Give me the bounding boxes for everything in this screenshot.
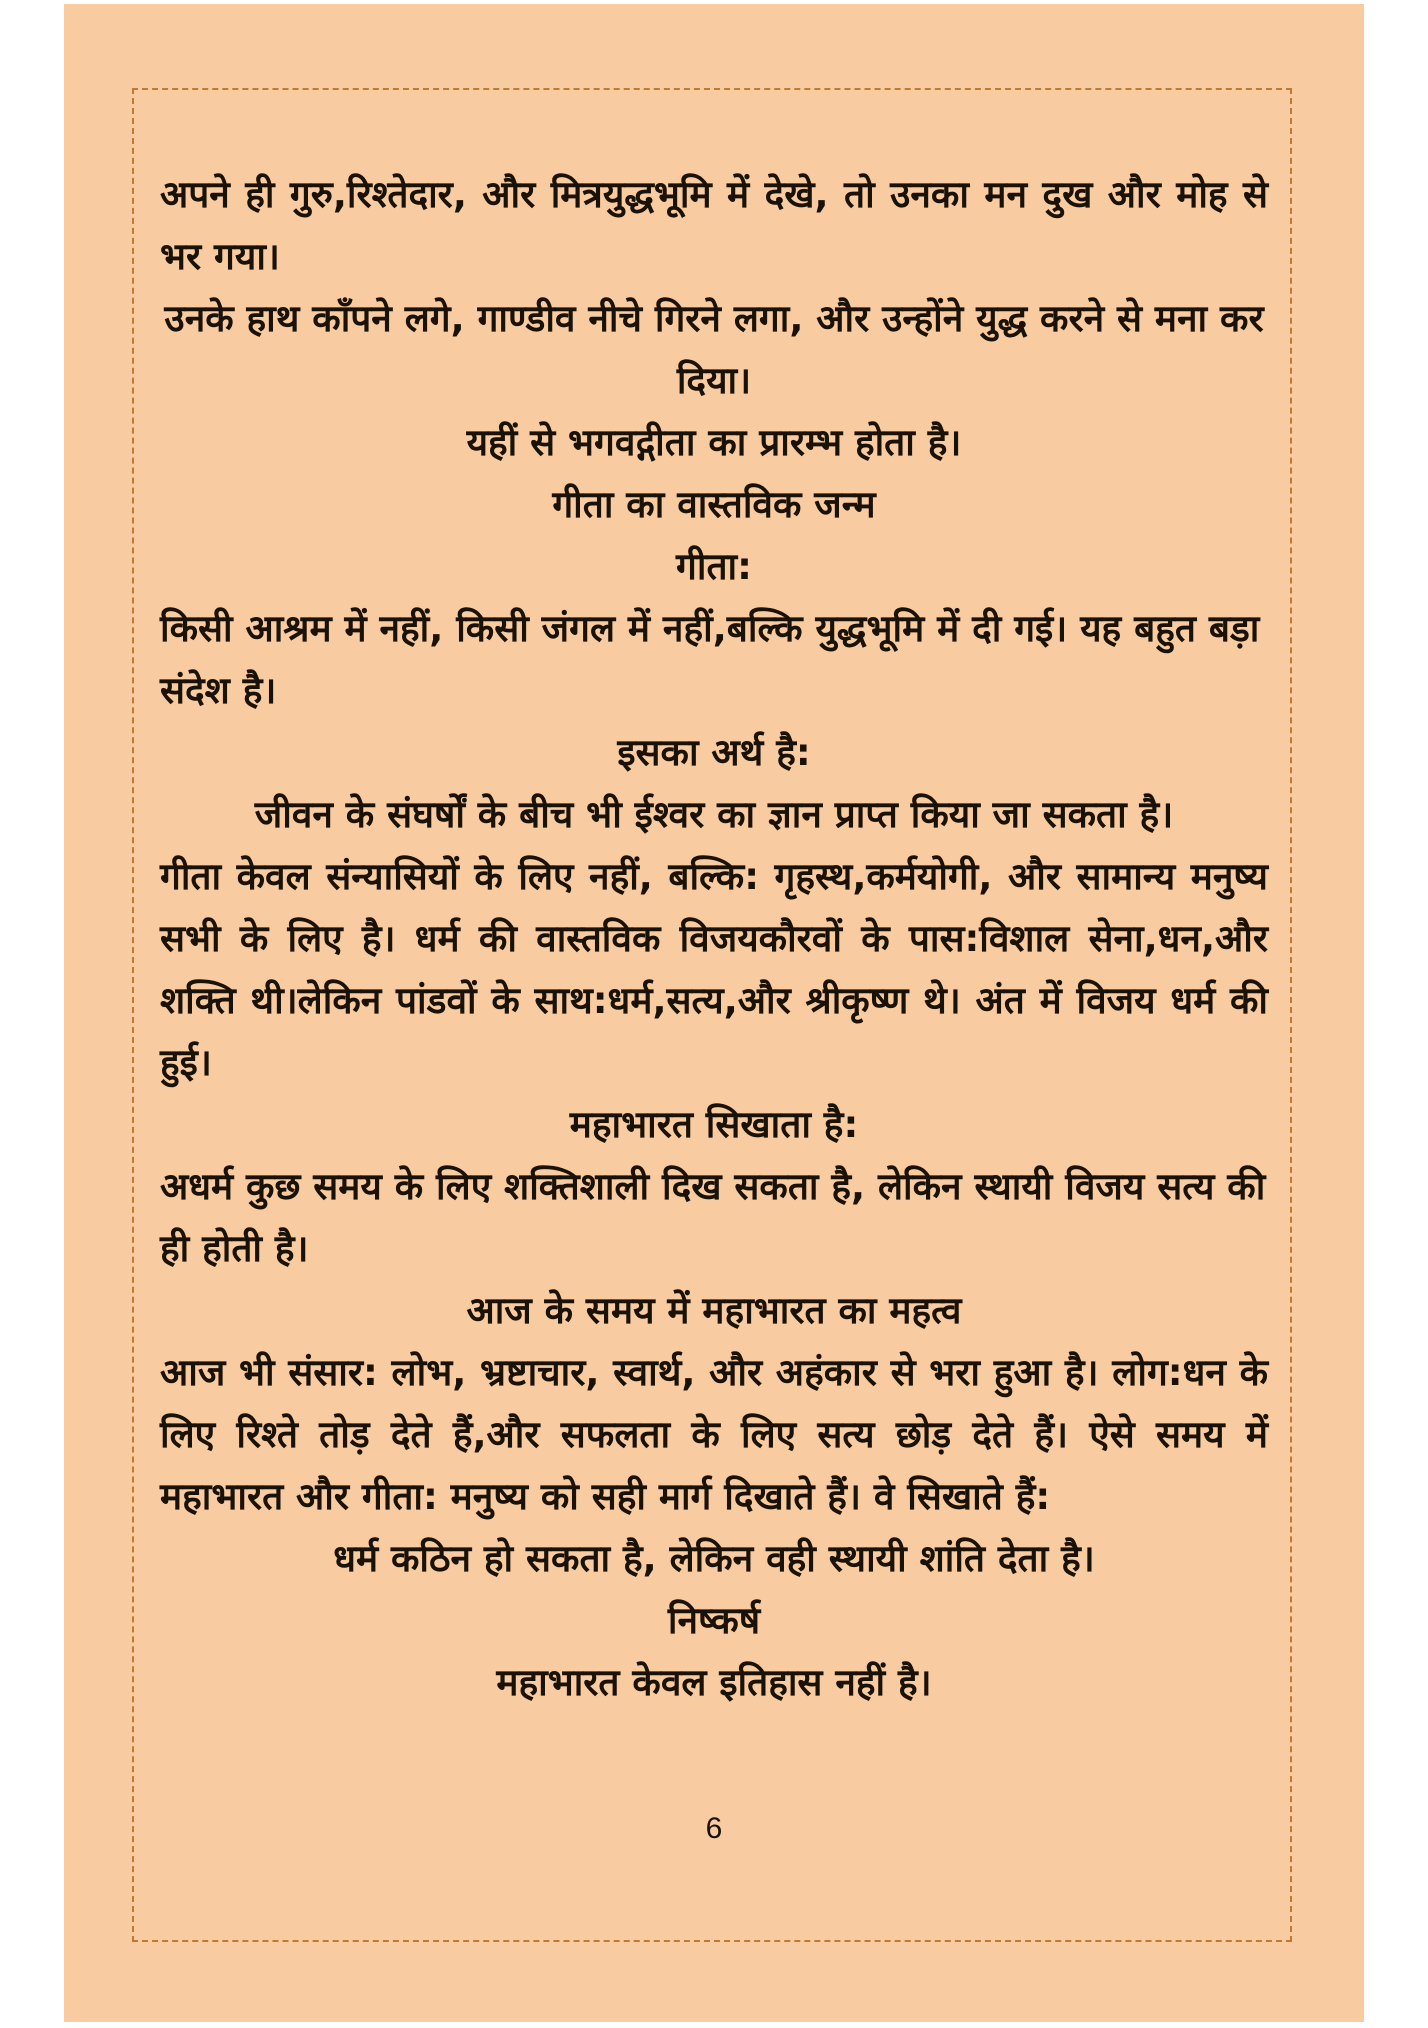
paragraph-14: धर्म कठिन हो सकता है, लेकिन वही स्थायी शांति देता है। (333, 1537, 1095, 1580)
paragraph-1: अपने ही गुरु,रिश्तेदार, और मित्रयुद्धभूमि में देखे, तो उनका मन दुख और मोह से भर गया। (160, 173, 1268, 278)
page-body (160, 164, 1268, 1714)
paragraph-8: जीवन के संघर्षों के बीच भी ईश्वर का ज्ञान प्राप्त किया जा सकता है। (254, 793, 1174, 836)
section-heading-gita-birth: गीता का वास्तविक जन्म (552, 483, 876, 526)
paragraph-2: उनके हाथ काँपने लगे, गाण्डीव नीचे गिरने लगा, और उन्होंने युद्ध करने से मना कर दिया। (164, 297, 1264, 402)
paragraph-mahabharat-teaches: महाभारत सिखाता है: (569, 1103, 859, 1146)
paragraph-16: महाभारत केवल इतिहास नहीं है। (496, 1661, 932, 1704)
paragraph-3: यहीं से भगवद्गीता का प्रारम्भ होता है। (466, 421, 962, 464)
document-page (64, 4, 1364, 2022)
paragraph-9: गीता केवल संन्यासियों के लिए नहीं, बल्कि: गृहस्थ,कर्मयोगी, और सामान्य मनुष्य सभी के लिए है। धर्म की वास्तविक विजयकौरवों के पास:विशाल सेना,धन,और शक्ति थी।लेकिन पांडवों के साथ:धर्म,सत्य,और श्रीकृष्ण थे। अंत में विजय धर्म की हुई। (160, 855, 1268, 1084)
paragraph-6: किसी आश्रम में नहीं, किसी जंगल में नहीं,बल्कि युद्धभूमि में दी गई। यह बहुत बड़ा संदेश है। (160, 607, 1260, 712)
page-number: 6 (705, 1812, 723, 1845)
paragraph-11: अधर्म कुछ समय के लिए शक्तिशाली दिख सकता है, लेकिन स्थायी विजय सत्य की ही होती है। (160, 1165, 1266, 1270)
paragraph-meaning-label: इसका अर्थ है: (617, 731, 811, 774)
section-heading-relevance: आज के समय में महाभारत का महत्व (466, 1289, 962, 1332)
paragraph-gita-label: गीता: (676, 545, 752, 588)
paragraph-13: आज भी संसार: लोभ, भ्रष्टाचार, स्वार्थ, और अहंकार से भरा हुआ है। लोग:धन के लिए रिश्ते तोड़ देते हैं,और सफलता के लिए सत्य छोड़ देते हैं। ऐसे समय में महाभारत और गीता: मनुष्य को सही मार्ग दिखाते हैं। वे सिखाते हैं: (160, 1351, 1268, 1518)
section-heading-conclusion: निष्कर्ष (667, 1599, 761, 1642)
